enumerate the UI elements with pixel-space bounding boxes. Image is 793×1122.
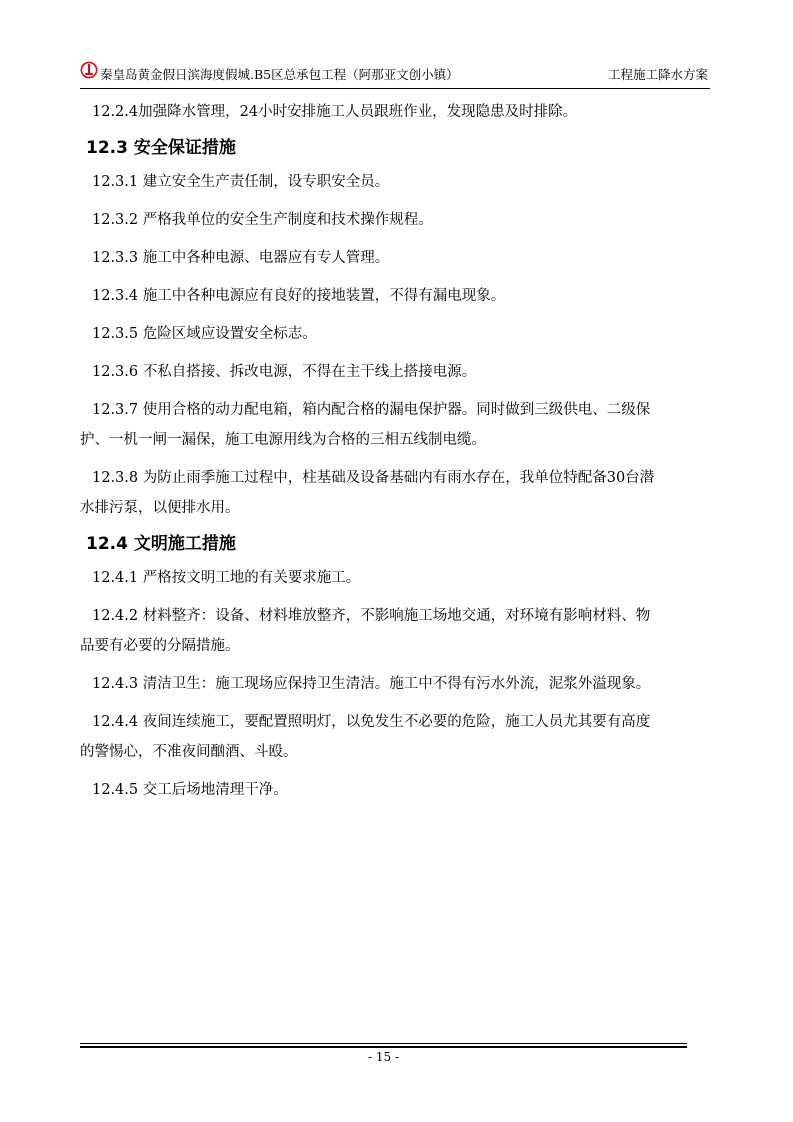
item-12-3-2: 12.3.2 严格我单位的安全生产制度和技术操作规程。: [92, 212, 433, 228]
item-12-4-2-line1: 12.4.2 材料整齐：设备、材料堆放整齐，不影响施工场地交通，对环境有影响材料、物: [92, 608, 651, 624]
item-12-4-2-line2: 品要有必要的分隔措施。: [80, 638, 240, 654]
item-12-4-1: 12.4.1 严格按文明工地的有关要求施工。: [92, 570, 361, 586]
page-header: [80, 60, 710, 88]
footer-divider-thick: [80, 1046, 687, 1048]
item-12-3-4: 12.3.4 施工中各种电源应有良好的接地装置，不得有漏电现象。: [92, 288, 506, 304]
item-12-3-3: 12.3.3 施工中各种电源、电器应有专人管理。: [92, 250, 390, 266]
item-12-3-8-line1: 12.3.8 为防止雨季施工过程中，柱基础及设备基础内有雨水存在，我单位特配备30台潜: [92, 470, 655, 486]
item-12-4-4-line1: 12.4.4 夜间连续施工，要配置照明灯，以免发生不必要的危险，施工人员尤其要有高度: [92, 714, 651, 730]
item-12-3-1: 12.3.1 建立安全生产责任制，设专职安全员。: [92, 174, 390, 190]
item-12-4-3: 12.4.3 清洁卫生：施工现场应保持卫生清洁。施工中不得有污水外流，泥浆外溢现象。: [92, 676, 651, 692]
item-12-3-7-line2: 护、一机一闸一漏保，施工电源用线为合格的三相五线制电缆。: [80, 432, 486, 448]
item-12-3-5: 12.3.5 危险区域应设置安全标志。: [92, 326, 317, 342]
document-body: [80, 102, 714, 800]
item-12-3-6: 12.3.6 不私自搭接、拆改电源，不得在主干线上搭接电源。: [92, 364, 477, 380]
section-heading-12-4: 12.4 文明施工措施: [86, 534, 236, 554]
header-document-title: 工程施工降水方案: [607, 67, 708, 82]
item-12-4-4-line2: 的警惕心，不准夜间酗酒、斗殴。: [80, 744, 298, 760]
footer-divider-thin: [80, 1043, 687, 1044]
item-12-3-7-line1: 12.3.7 使用合格的动力配电箱，箱内配合格的漏电保护器。同时做到三级供电、二级保: [92, 402, 651, 418]
header-project-title: 秦皇岛黄金假日滨海度假城.B5区总承包工程（阿那亚文创小镇）: [100, 67, 459, 82]
company-logo-icon: [80, 61, 98, 79]
item-12-4-5: 12.4.5 交工后场地清理干净。: [92, 782, 288, 798]
page-number: - 15 -: [367, 1050, 399, 1064]
paragraph-12-2-4: 12.2.4加强降水管理，24小时安排施工人员跟班作业，发现隐患及时排除。: [92, 104, 578, 120]
section-heading-12-3: 12.3 安全保证措施: [86, 138, 236, 158]
item-12-3-8-line2: 水排污泵，以便排水用。: [80, 500, 240, 516]
header-divider: [80, 88, 710, 89]
